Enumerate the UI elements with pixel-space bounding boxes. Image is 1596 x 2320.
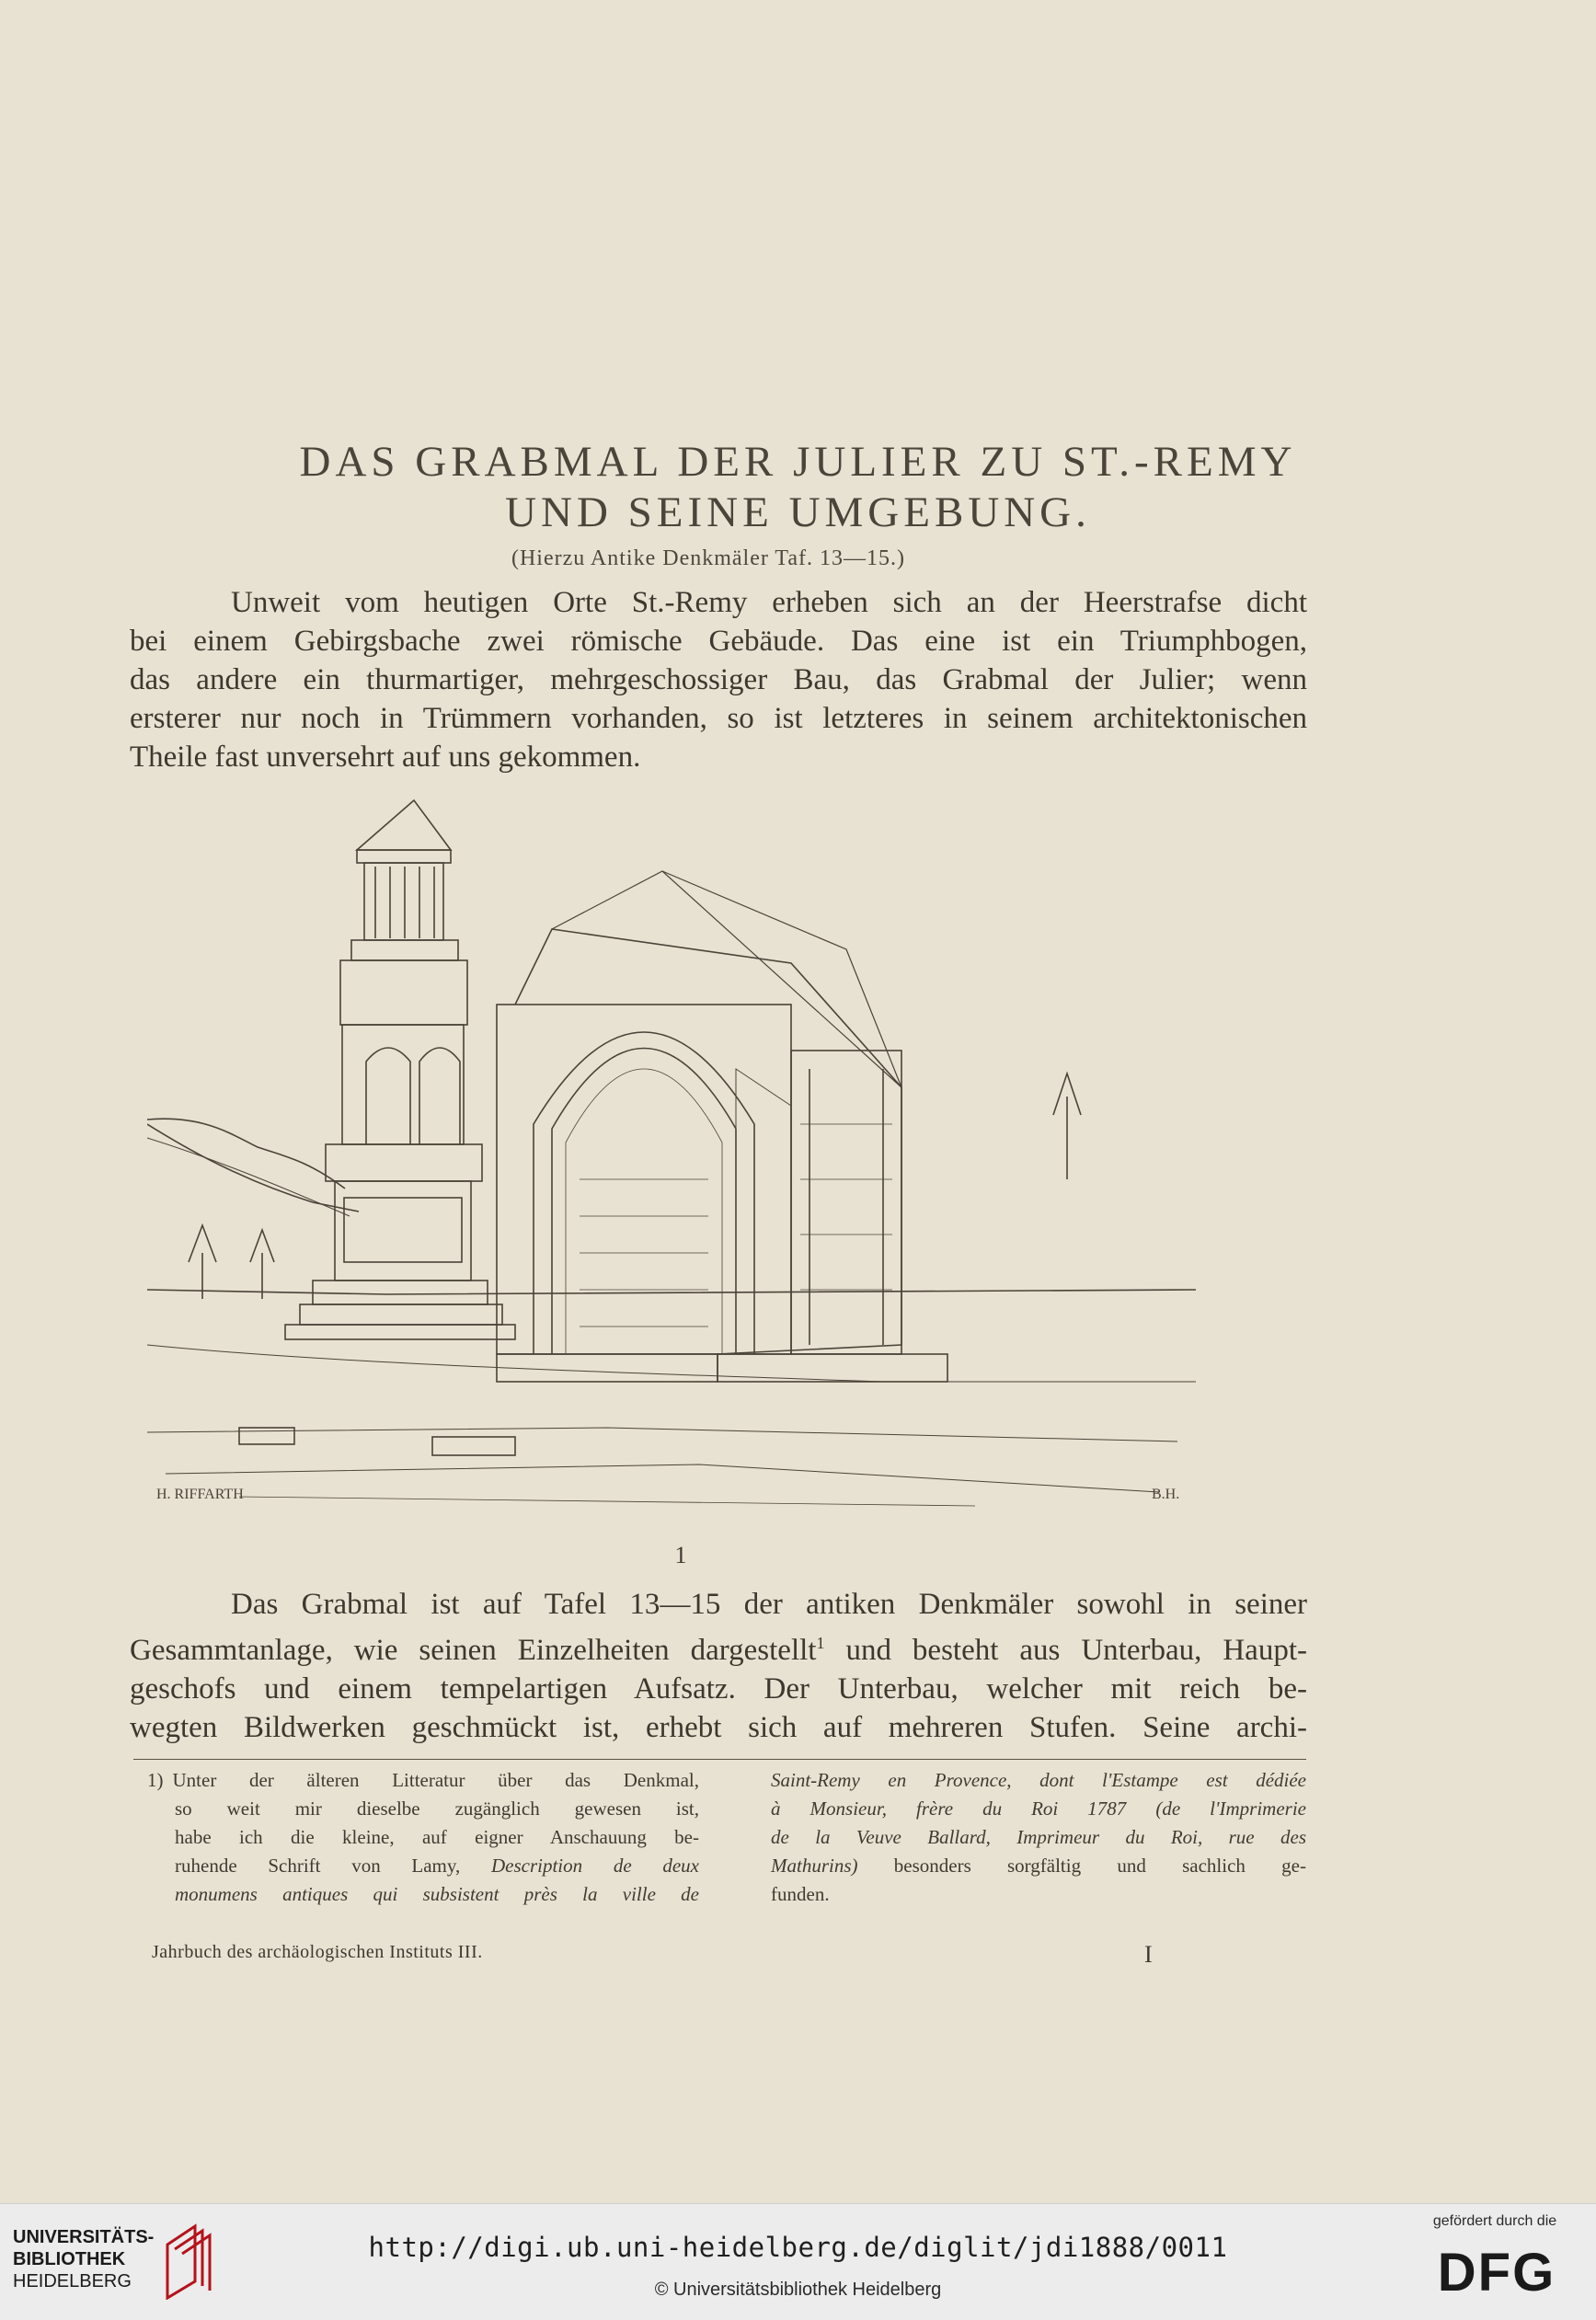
footnote-right-column [771,1766,1306,1909]
footnote-line: à Monsieur, frère du Roi 1787 (de l'Imprimerie [771,1797,1306,1820]
footnote-left-column [147,1766,699,1909]
text-segment: Gesammtanlage, wie seinen Einzelheiten dargestellt [130,1634,817,1667]
footnote-line [147,1852,699,1880]
text-line: bei einem Gebirgsbache zwei römische Gebäude. Das eine ist ein Triumphbogen, [130,625,1307,658]
footnote-line: de la Veuve Ballard, Imprimeur du Roi, rue des [771,1826,1306,1848]
footnote-text: ruhende Schrift von Lamy, [175,1855,491,1877]
footnote-line: Saint-Remy en Provence, dont l'Estampe est dédiée [771,1769,1306,1791]
funding-label: gefördert durch die [1432,2213,1557,2229]
text-line [130,1624,1307,1670]
text-line: Unweit vom heutigen Orte St.-Remy erheben sich an der Heerstrafse dicht [231,586,1307,619]
viewer-footer [0,2203,1596,2320]
journal-footer: Jahrbuch des archäologischen Instituts III. [152,1942,483,1962]
footnote-line [147,1766,699,1795]
library-name-line: BIBLIOTHEK [13,2249,126,2269]
footnote-line: funden. [771,1883,830,1905]
copyright-notice: © Universitätsbibliothek Heidelberg [654,2280,942,2300]
footnote-divider [133,1759,1306,1760]
footnote-line: so weit mir dieselbe zugänglich gewesen ist, [175,1797,699,1820]
main-paragraph [130,1585,1307,1747]
permalink-url[interactable]: http://digi.ub.uni-heidelberg.de/diglit/jdi1888/0011 [368,2232,1228,2263]
engraver-monogram: B.H. [1152,1487,1180,1502]
article-title-line-2: UND SEINE UMGEBUNG. [505,488,1091,536]
text-line: wegten Bildwerken geschmückt ist, erhebt sich auf mehreren Stufen. Seine archi- [130,1711,1307,1744]
intro-paragraph [130,583,1307,776]
book-title: Mathurins) [771,1855,858,1877]
article-subtitle: (Hierzu Antike Denkmäler Taf. 13—15.) [511,546,906,570]
footnote-text: Unter der älteren Litteratur über das Denkmal, [172,1769,699,1791]
library-name-line: HEIDELBERG [13,2271,132,2291]
page-number: I [1144,1941,1153,1968]
footnote-text: besonders sorgfältig und sachlich ge- [857,1855,1306,1877]
figure-number: 1 [674,1542,687,1568]
footnote-line: habe ich die kleine, auf eigner Anschauung be- [175,1826,699,1848]
footnote-marker: 1) [147,1769,164,1791]
article-title-line-1: DAS GRABMAL DER JULIER ZU ST.-REMY [299,438,1297,486]
footnote-reference[interactable]: 1 [816,1634,825,1652]
dfg-logo-text: DFG [1437,2243,1556,2298]
text-line: ersterer nur noch in Trümmern vorhanden, so ist letzteres in seinem architektonischen [130,702,1307,735]
dfg-logo[interactable] [1421,2243,1573,2298]
text-segment: und besteht aus Unterbau, Haupt- [824,1634,1307,1667]
footnote-line [771,1852,1306,1880]
library-name-line: UNIVERSITÄTS- [13,2227,155,2247]
engraving-julii-mausoleum-and-arch [147,793,1196,1556]
book-title: Description de deux [490,1855,699,1877]
artist-signature: H. RIFFARTH [156,1487,244,1502]
text-line: Das Grabmal ist auf Tafel 13—15 der antiken Denkmäler sowohl in seiner [231,1588,1307,1621]
text-line: das andere ein thurmartiger, mehrgeschossiger Bau, das Grabmal der Julier; wenn [130,663,1307,696]
text-line: geschofs und einem tempelartigen Aufsatz. Der Unterbau, welcher mit reich be- [130,1672,1307,1706]
text-line: Theile fast unversehrt auf uns gekommen. [130,741,641,774]
footnote-line: monumens antiques qui subsistent près la ville de [175,1883,699,1905]
